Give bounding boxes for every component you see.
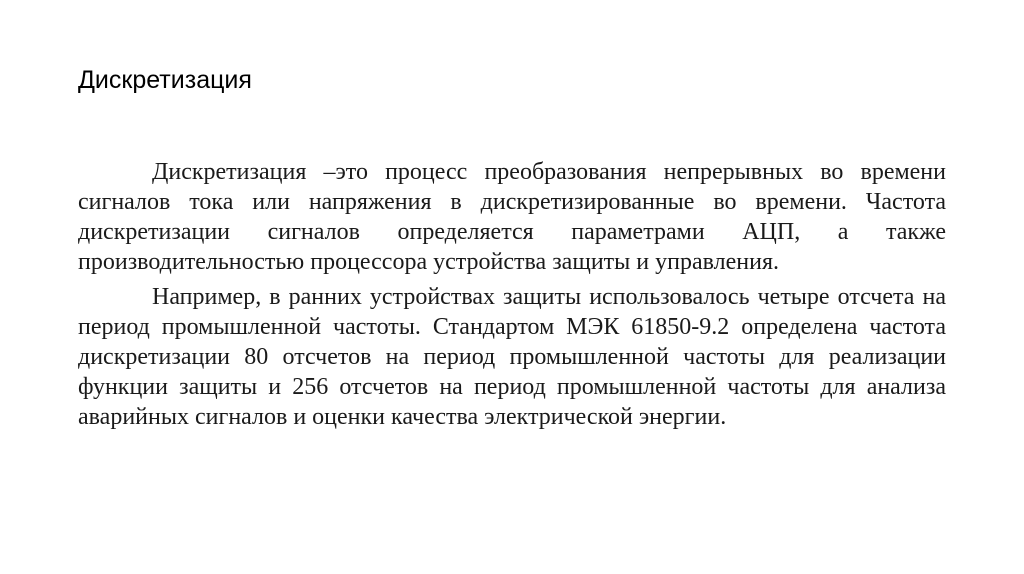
paragraph-example: Например, в ранних устройствах защиты использовалось четыре отсчета на период промышленной частоты. Стандартом МЭК 61850-9.2 определена частота дискретизации 80 отсчетов на период промышленной частоты для реализации функции защиты и 256 отсчетов на период промышленной частоты для анализа аварийных сигналов и оценки качества электрической энергии.	[78, 284, 946, 430]
slide-body	[78, 157, 946, 432]
paragraph-definition: Дискретизация –это процесс преобразования непрерывных во времени сигналов тока или напряжения в дискретизированные во времени. Частота дискретизации сигналов определяется параметрами АЦП, а также производительностью процессора устройства защиты и управления.	[78, 159, 946, 275]
slide-title: Дискретизация	[78, 66, 252, 94]
